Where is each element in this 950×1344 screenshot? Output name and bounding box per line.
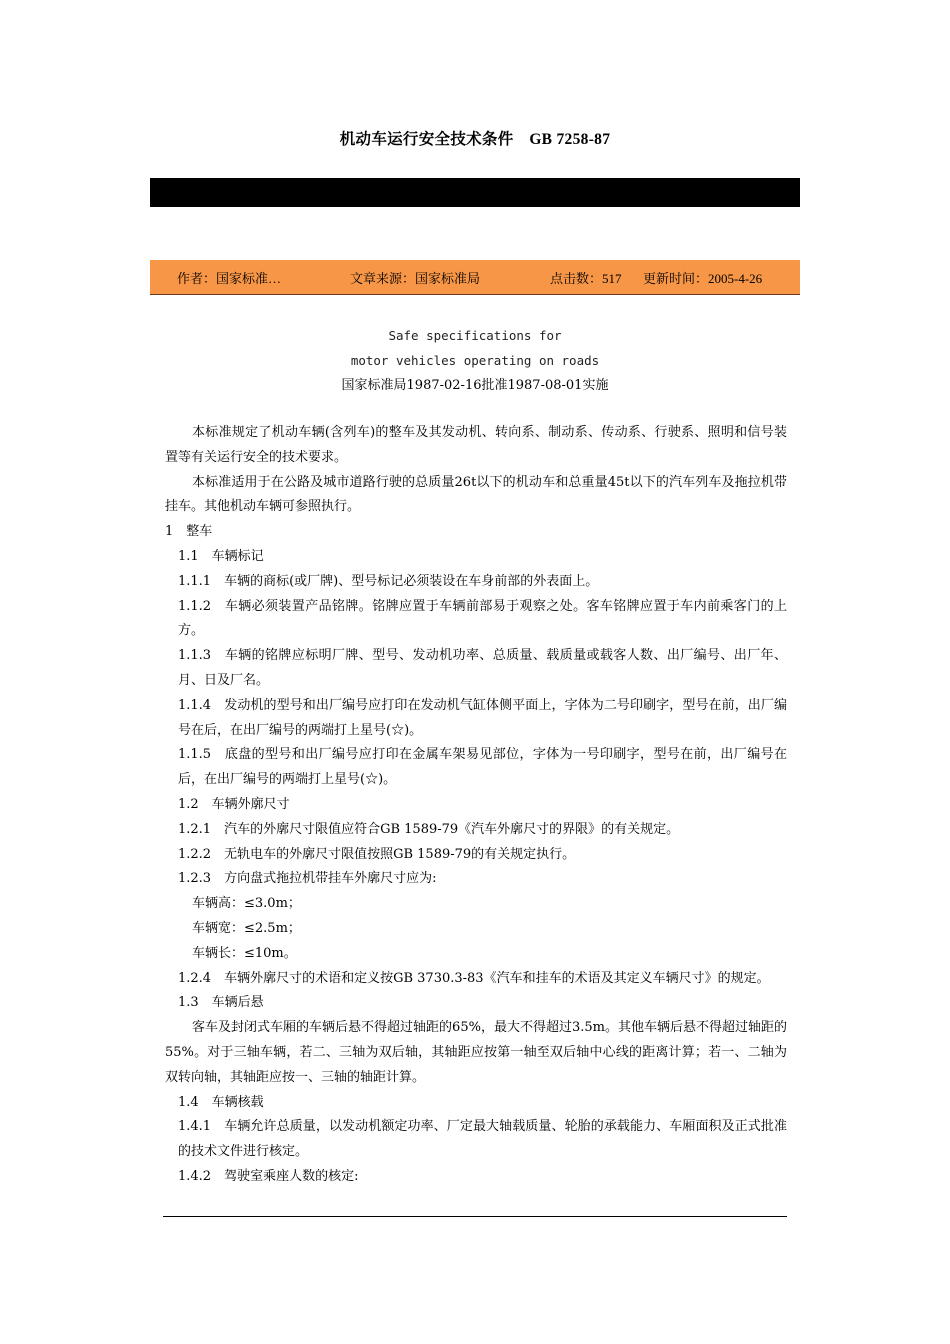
subsection-heading: 1.1 车辆标记 [178, 548, 264, 564]
clause: 1.2.3 方向盘式拖拉机带挂车外廓尺寸应为: [178, 871, 437, 887]
clause: 1.1.3 车辆的铭牌应标明厂牌、型号、发动机功率、总质量、载质量或载客人数、出厂编号、出厂年、月、日及厂名。 [178, 648, 787, 688]
clause: 1.1.2 车辆必须装置产品铭牌。铭牌应置于车辆前部易于观察之处。客车铭牌应置于车内前乘客门的上方。 [178, 598, 787, 639]
meta-author: 作者：国家标准… [177, 271, 282, 286]
paragraph: 客车及封闭式车厢的车辆后悬不得超过轴距的65%，最大不得超过3.5m。其他车辆后悬不得超过轴距的55%。对于三轴车辆，若二、三轴为双后轴，其轴距应按第一轴至双后轴中心线的距离计算；若一、二轴为双转向轴，其轴距应按一、三轴的轴距计算。 [165, 1020, 787, 1085]
document-title: 机动车运行安全技术条件 GB 7258-87 [339, 131, 611, 148]
approval-line: 国家标准局1987-02-16批准1987-08-01实施 [341, 378, 609, 393]
paragraph: 本标准规定了机动车辆(含列车)的整车及其发动机、转向系、制动系、传动系、行驶系、照明和信号装置等有关运行安全的技术要求。 [165, 425, 787, 465]
document-body [165, 421, 787, 1190]
black-banner [150, 178, 800, 207]
meta-clicks: 点击数：517 [550, 271, 622, 286]
clause: 1.2.2 无轨电车的外廓尺寸限值按照GB 1589-79的有关规定执行。 [178, 846, 576, 862]
meta-source: 文章来源：国家标准局 [350, 271, 481, 286]
clause: 1.4.2 驾驶室乘座人数的核定: [178, 1168, 359, 1184]
dimension-item: 车辆高：≤3.0m； [192, 896, 301, 912]
clause: 1.1.4 发动机的型号和出厂编号应打印在发动机气缸体侧平面上，字体为二号印刷字，型号在前，出厂编号在后，在出厂编号的两端打上星号(☆)。 [178, 697, 787, 738]
english-title-line-1: Safe specifications for [388, 328, 562, 343]
article-meta-bar [150, 260, 800, 295]
paragraph: 本标准适用于在公路及城市道路行驶的总质量26t以下的机动车和总重量45t以下的汽车列车及拖拉机带挂车。其他机动车辆可参照执行。 [165, 474, 787, 515]
footer-rule [163, 1216, 787, 1217]
english-title-line-2: motor vehicles operating on roads [350, 352, 600, 368]
subsection-heading: 1.3 车辆后悬 [178, 995, 264, 1011]
clause: 1.4.1 车辆允许总质量，以发动机额定功率、厂定最大轴载质量、轮胎的承载能力、车厢面积及正式批准的技术文件进行核定。 [178, 1119, 787, 1160]
section-heading: 1 整车 [165, 524, 213, 540]
clause: 1.1.1 车辆的商标(或厂牌)、型号标记必须装设在车身前部的外表面上。 [178, 573, 599, 589]
subsection-heading: 1.4 车辆核载 [178, 1094, 264, 1110]
clause: 1.1.5 底盘的型号和出厂编号应打印在金属车架易见部位，字体为一号印刷字，型号在前，出厂编号在后，在出厂编号的两端打上星号(☆)。 [178, 747, 787, 788]
clause: 1.2.1 汽车的外廓尺寸限值应符合GB 1589-79《汽车外廓尺寸的界限》的有关规定。 [178, 821, 680, 837]
standard-header [0, 324, 950, 398]
dimension-item: 车辆长：≤10m。 [192, 945, 297, 961]
dimension-item: 车辆宽：≤2.5m； [192, 920, 301, 936]
subsection-heading: 1.2 车辆外廓尺寸 [178, 796, 290, 812]
meta-updated: 更新时间：2005-4-26 [643, 271, 763, 286]
clause: 1.2.4 车辆外廓尺寸的术语和定义按GB 3730.3-83《汽车和挂车的术语及其定义车辆尺寸》的规定。 [178, 970, 770, 986]
